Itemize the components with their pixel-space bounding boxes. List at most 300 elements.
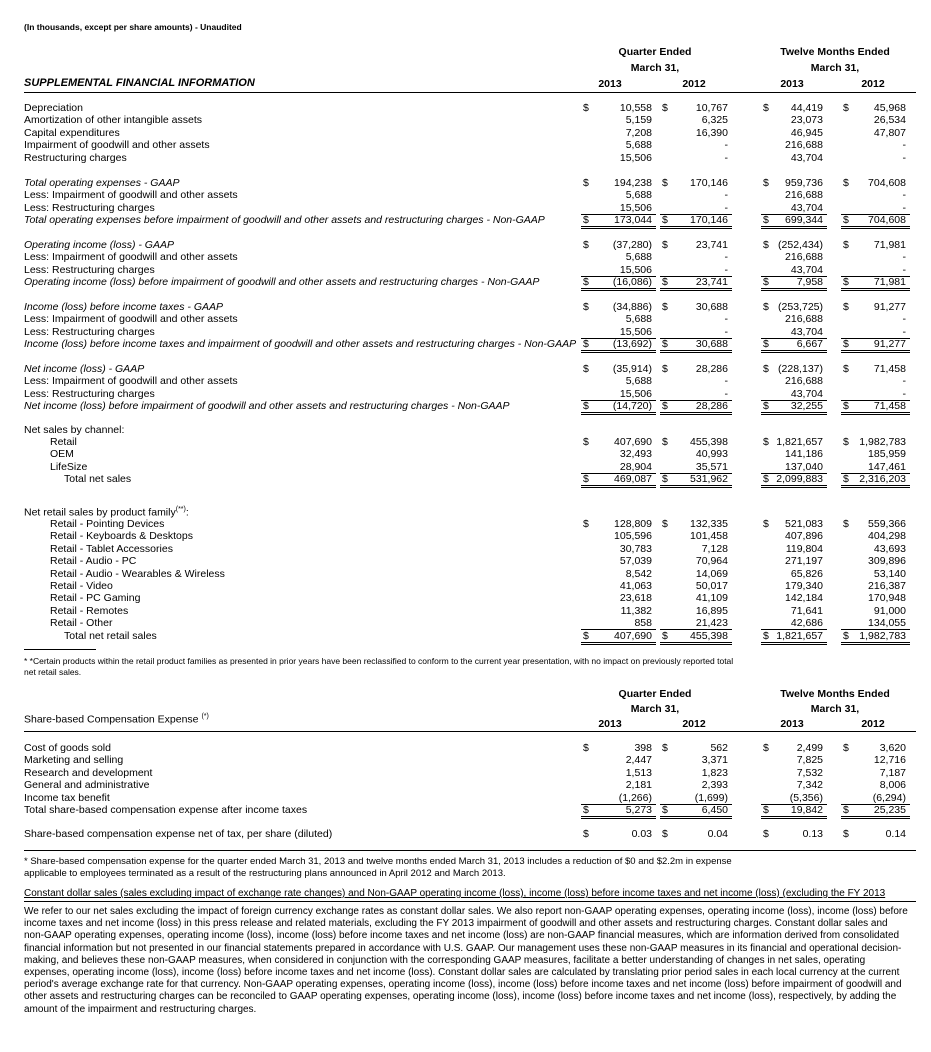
sbc-header-rule xyxy=(24,731,916,732)
value-cell: 91,277 xyxy=(873,301,906,313)
value-cell: 105,596 xyxy=(614,530,652,543)
value-cell: 25,235 xyxy=(873,804,906,816)
value-cell: - xyxy=(724,251,728,264)
total-double-rule xyxy=(761,642,827,645)
value-cell: 45,968 xyxy=(873,102,906,114)
value-cell: 53,140 xyxy=(873,567,906,580)
value-cell: 407,896 xyxy=(785,530,823,543)
value-cell: - xyxy=(724,387,728,400)
value-cell: 41,063 xyxy=(619,580,652,592)
dollar-sign: $ xyxy=(843,239,849,251)
row-label: Retail - PC Gaming xyxy=(50,592,141,605)
value-cell: 47,807 xyxy=(873,126,906,139)
value-cell: 142,184 xyxy=(785,592,823,605)
dollar-sign: $ xyxy=(583,518,589,530)
value-cell: - xyxy=(724,201,728,214)
channel-heading: Net sales by channel: xyxy=(24,424,125,436)
dollar-sign: $ xyxy=(662,473,668,486)
col-year-2012-q: 2012 xyxy=(682,78,706,90)
dollar-sign: $ xyxy=(583,239,589,251)
value-cell: 43,704 xyxy=(790,201,823,214)
value-cell: 699,344 xyxy=(785,214,823,227)
value-cell: 71,641 xyxy=(790,604,823,617)
row-label: Retail xyxy=(50,436,77,448)
quarter-march-header: March 31, xyxy=(630,62,680,74)
row-label: Cost of goods sold xyxy=(24,742,111,754)
family-heading-text: Net retail sales by product family xyxy=(24,506,176,519)
value-cell: 32,255 xyxy=(790,400,823,413)
value-cell: 216,688 xyxy=(785,375,823,388)
dollar-sign: $ xyxy=(843,473,849,486)
dollar-sign: $ xyxy=(662,804,668,816)
dollar-sign: $ xyxy=(662,301,668,313)
value-cell: 2,447 xyxy=(625,754,652,767)
value-cell: 3,371 xyxy=(701,754,728,767)
value-cell: 179,340 xyxy=(785,580,823,592)
row-label: Retail - Video xyxy=(50,580,113,592)
sbc-title xyxy=(24,713,209,726)
value-cell: 132,335 xyxy=(690,518,728,530)
value-cell: - xyxy=(902,251,906,264)
value-cell: 5,688 xyxy=(625,375,652,388)
dollar-sign: $ xyxy=(583,338,589,351)
value-cell: 959,736 xyxy=(785,177,823,189)
value-cell: 1,821,657 xyxy=(776,436,823,448)
total-double-rule xyxy=(841,288,910,291)
row-label: Less: Impairment of goodwill and other assets xyxy=(24,189,238,202)
row-label: Less: Impairment of goodwill and other assets xyxy=(24,313,238,326)
value-cell: 7,825 xyxy=(796,754,823,767)
value-cell: 147,461 xyxy=(868,460,906,473)
row-label: Retail - Audio - Wearables & Wireless xyxy=(50,567,225,580)
value-cell: - xyxy=(902,263,906,276)
value-cell: 40,993 xyxy=(695,448,728,461)
value-cell: 71,458 xyxy=(873,363,906,375)
dollar-sign: $ xyxy=(583,473,589,486)
value-cell: 15,506 xyxy=(619,263,652,276)
value-cell: 2,393 xyxy=(701,779,728,792)
dollar-sign: $ xyxy=(662,400,668,413)
value-cell: 30,688 xyxy=(695,301,728,313)
value-cell: 5,688 xyxy=(625,313,652,326)
total-double-rule xyxy=(761,288,827,291)
value-cell: (35,914) xyxy=(612,363,652,375)
value-cell: 194,238 xyxy=(614,177,652,189)
value-cell: 134,055 xyxy=(868,617,906,630)
row-label: Total share-based compensation expense after income taxes xyxy=(24,804,308,816)
sbc-year-2013-t: 2013 xyxy=(780,718,804,730)
dollar-sign: $ xyxy=(583,102,589,114)
sbc-year-2012-q: 2012 xyxy=(682,718,706,730)
value-cell: 65,826 xyxy=(790,567,823,580)
value-cell: - xyxy=(902,189,906,202)
value-cell: 170,146 xyxy=(690,177,728,189)
row-label: Less: Restructuring charges xyxy=(24,387,155,400)
dollar-sign: $ xyxy=(843,518,849,530)
sbc-year-2013-q: 2013 xyxy=(598,718,622,730)
value-cell: (34,886) xyxy=(612,301,652,313)
value-cell: 7,187 xyxy=(879,766,906,779)
row-label: Retail - Other xyxy=(50,617,113,630)
value-cell: 562 xyxy=(710,742,728,754)
value-cell: 16,895 xyxy=(695,604,728,617)
value-cell: 119,804 xyxy=(785,542,823,555)
value-cell: 7,958 xyxy=(796,276,823,289)
value-cell: 7,532 xyxy=(796,766,823,779)
value-cell: (13,692) xyxy=(612,338,652,351)
row-label: Impairment of goodwill and other assets xyxy=(24,139,210,152)
row-label: Less: Impairment of goodwill and other assets xyxy=(24,251,238,264)
total-double-rule xyxy=(660,642,732,645)
quarter-ended-header: Quarter Ended xyxy=(618,46,692,58)
dollar-sign: $ xyxy=(843,742,849,754)
dollar-sign: $ xyxy=(843,828,849,840)
col-year-2013-q: 2013 xyxy=(598,78,622,90)
value-cell: 15,506 xyxy=(619,201,652,214)
total-double-rule xyxy=(660,350,732,353)
value-cell: 469,087 xyxy=(614,473,652,486)
row-label: Net income (loss) - GAAP xyxy=(24,363,145,375)
supplemental-title: SUPPLEMENTAL FINANCIAL INFORMATION xyxy=(24,77,255,89)
value-cell: 455,398 xyxy=(690,436,728,448)
value-cell: 23,741 xyxy=(695,276,728,289)
value-cell: 32,493 xyxy=(619,448,652,461)
dollar-sign: $ xyxy=(583,804,589,816)
total-double-rule xyxy=(581,412,656,415)
dollar-sign: $ xyxy=(763,436,769,448)
value-cell: 57,039 xyxy=(619,555,652,568)
value-cell: 404,298 xyxy=(868,530,906,543)
value-cell: 43,704 xyxy=(790,263,823,276)
value-cell: 2,181 xyxy=(625,779,652,792)
dollar-sign: $ xyxy=(583,363,589,375)
sbc-footnote: * Share-based compensation expense for the quarter ended March 31, 2013 and twelve months ended March 31, 2013 includes a reduction of $0 and $2.2m in expense applicable to employees terminated as a result of the restructuring plans announced in April 2012 and March 2013. xyxy=(24,856,732,879)
sbc-title-sup: (*) xyxy=(201,713,209,720)
dollar-sign: $ xyxy=(763,518,769,530)
value-cell: 28,904 xyxy=(619,460,652,473)
row-label: Retail - Pointing Devices xyxy=(50,518,165,530)
value-cell: 8,542 xyxy=(625,567,652,580)
header-rule xyxy=(24,92,916,93)
value-cell: 309,896 xyxy=(868,555,906,568)
total-double-rule xyxy=(660,485,732,488)
value-cell: 1,513 xyxy=(625,766,652,779)
value-cell: - xyxy=(902,151,906,164)
value-cell: - xyxy=(724,151,728,164)
value-cell: 44,419 xyxy=(790,102,823,114)
total-double-rule xyxy=(581,288,656,291)
dollar-sign: $ xyxy=(763,828,769,840)
total-double-rule xyxy=(581,816,656,819)
value-cell: 14,069 xyxy=(695,567,728,580)
value-cell: 23,073 xyxy=(790,114,823,127)
total-double-rule xyxy=(841,412,910,415)
row-label: Income (loss) before income taxes - GAAP xyxy=(24,301,223,313)
value-cell: 704,608 xyxy=(868,177,906,189)
row-label: Total net retail sales xyxy=(64,629,157,642)
dollar-sign: $ xyxy=(763,276,769,289)
value-cell: (252,434) xyxy=(778,239,823,251)
total-double-rule xyxy=(761,350,827,353)
value-cell: (253,725) xyxy=(778,301,823,313)
value-cell: 216,688 xyxy=(785,251,823,264)
dollar-sign: $ xyxy=(662,742,668,754)
value-cell: 23,618 xyxy=(619,592,652,605)
dollar-sign: $ xyxy=(662,338,668,351)
row-label: LifeSize xyxy=(50,460,88,473)
value-cell: 42,686 xyxy=(790,617,823,630)
row-label: Retail - Remotes xyxy=(50,604,129,617)
dollar-sign: $ xyxy=(763,102,769,114)
dollar-sign: $ xyxy=(583,742,589,754)
value-cell: 11,382 xyxy=(620,604,652,617)
value-cell: 216,688 xyxy=(785,189,823,202)
value-cell: (37,280) xyxy=(612,239,652,251)
value-cell: 216,688 xyxy=(785,313,823,326)
row-label: Net income (loss) before impairment of goodwill and other assets and restructuring charges - Non-GAAP xyxy=(24,400,510,413)
row-label: Capital expenditures xyxy=(24,126,120,139)
dollar-sign: $ xyxy=(583,400,589,413)
value-cell: 858 xyxy=(634,617,652,630)
value-cell: 521,083 xyxy=(785,518,823,530)
value-cell: 28,286 xyxy=(695,363,728,375)
value-cell: - xyxy=(902,375,906,388)
value-cell: 3,620 xyxy=(879,742,906,754)
dollar-sign: $ xyxy=(763,400,769,413)
col-year-2012-t: 2012 xyxy=(861,78,885,90)
sbc-year-2012-t: 2012 xyxy=(861,718,885,730)
dollar-sign: $ xyxy=(763,742,769,754)
total-double-rule xyxy=(581,350,656,353)
dollar-sign: $ xyxy=(843,338,849,351)
value-cell: 7,208 xyxy=(625,126,652,139)
value-cell: - xyxy=(724,189,728,202)
dollar-sign: $ xyxy=(662,177,668,189)
total-double-rule xyxy=(761,816,827,819)
total-double-rule xyxy=(581,226,656,229)
value-cell: 7,342 xyxy=(796,779,823,792)
dollar-sign: $ xyxy=(662,102,668,114)
row-label: Operating income (loss) before impairment of goodwill and other assets and restructuring charges - Non-GAAP xyxy=(24,276,540,289)
value-cell: (6,294) xyxy=(872,791,906,804)
row-label: Less: Restructuring charges xyxy=(24,201,155,214)
row-label: Restructuring charges xyxy=(24,151,127,164)
value-cell: 91,277 xyxy=(873,338,906,351)
dollar-sign: $ xyxy=(583,828,589,840)
dollar-sign: $ xyxy=(843,301,849,313)
row-label: Total net sales xyxy=(64,473,132,486)
value-cell: - xyxy=(902,313,906,326)
value-cell: (5,356) xyxy=(789,791,823,804)
value-cell: 43,704 xyxy=(790,387,823,400)
value-cell: 26,534 xyxy=(873,114,906,127)
value-cell: 455,398 xyxy=(690,629,728,642)
value-cell: 1,821,657 xyxy=(776,629,823,642)
sbc-quarter-header: Quarter Ended xyxy=(618,688,692,700)
value-cell: (1,266) xyxy=(618,791,652,804)
dollar-sign: $ xyxy=(583,301,589,313)
value-cell: (14,720) xyxy=(612,400,652,413)
value-cell: 128,809 xyxy=(614,518,652,530)
value-cell: 0.14 xyxy=(885,828,906,840)
value-cell: 71,981 xyxy=(873,239,906,251)
dollar-sign: $ xyxy=(662,363,668,375)
value-cell: 30,783 xyxy=(619,542,652,555)
value-cell: 271,197 xyxy=(785,555,823,568)
total-double-rule xyxy=(841,485,910,488)
value-cell: - xyxy=(724,375,728,388)
value-cell: 6,450 xyxy=(701,804,728,816)
value-cell: - xyxy=(724,313,728,326)
dollar-sign: $ xyxy=(583,436,589,448)
value-cell: (1,699) xyxy=(694,791,728,804)
dollar-sign: $ xyxy=(662,239,668,251)
value-cell: 71,981 xyxy=(873,276,906,289)
dollar-sign: $ xyxy=(763,363,769,375)
total-double-rule xyxy=(761,412,827,415)
sbc-note-rule xyxy=(24,850,916,851)
value-cell: 43,693 xyxy=(873,542,906,555)
dollar-sign: $ xyxy=(843,276,849,289)
dollar-sign: $ xyxy=(662,828,668,840)
value-cell: 141,186 xyxy=(785,448,823,461)
value-cell: 41,109 xyxy=(695,592,728,605)
value-cell: 0.13 xyxy=(802,828,823,840)
dollar-sign: $ xyxy=(843,629,849,642)
row-label: Income (loss) before income taxes and impairment of goodwill and other assets and restructuring charges - Non-GAAP xyxy=(24,338,577,351)
dollar-sign: $ xyxy=(843,400,849,413)
dollar-sign: $ xyxy=(763,301,769,313)
value-cell: 216,688 xyxy=(785,139,823,152)
row-label: Less: Impairment of goodwill and other assets xyxy=(24,375,238,388)
family-heading xyxy=(24,506,189,519)
value-cell: 43,704 xyxy=(790,325,823,338)
value-cell: 43,704 xyxy=(790,151,823,164)
dollar-sign: $ xyxy=(763,804,769,816)
value-cell: - xyxy=(724,139,728,152)
sbc-title-text: Share-based Compensation Expense xyxy=(24,713,199,726)
value-cell: 91,000 xyxy=(873,604,906,617)
value-cell: 15,506 xyxy=(619,387,652,400)
value-cell: 216,387 xyxy=(868,580,906,592)
total-double-rule xyxy=(841,816,910,819)
col-year-2013-t: 2013 xyxy=(780,78,804,90)
row-label: Retail - Tablet Accessories xyxy=(50,542,173,555)
total-double-rule xyxy=(841,226,910,229)
family-heading-sup: (**) xyxy=(175,506,186,513)
value-cell: 2,099,883 xyxy=(776,473,823,486)
total-double-rule xyxy=(581,642,656,645)
dollar-sign: $ xyxy=(662,518,668,530)
row-label: Retail - Audio - PC xyxy=(50,555,137,568)
value-cell: 185,959 xyxy=(868,448,906,461)
value-cell: 704,608 xyxy=(868,214,906,227)
value-cell: - xyxy=(902,387,906,400)
value-cell: 2,499 xyxy=(796,742,823,754)
value-cell: 6,325 xyxy=(701,114,728,127)
row-label: Total operating expenses before impairment of goodwill and other assets and restructuring charges - Non-GAAP xyxy=(24,214,545,227)
value-cell: 101,458 xyxy=(690,530,728,543)
value-cell: 8,006 xyxy=(879,779,906,792)
twelve-march-header: March 31, xyxy=(810,62,860,74)
total-double-rule xyxy=(761,226,827,229)
row-label: Total operating expenses - GAAP xyxy=(24,177,180,189)
value-cell: 21,423 xyxy=(695,617,728,630)
sbc-twelve-march: March 31, xyxy=(810,703,860,715)
dollar-sign: $ xyxy=(843,436,849,448)
total-double-rule xyxy=(660,412,732,415)
value-cell: 1,823 xyxy=(701,766,728,779)
value-cell: - xyxy=(902,325,906,338)
value-cell: 10,558 xyxy=(619,102,652,114)
row-label: Income tax benefit xyxy=(24,791,110,804)
dollar-sign: $ xyxy=(843,102,849,114)
value-cell: - xyxy=(902,139,906,152)
value-cell: - xyxy=(724,263,728,276)
twelve-months-header: Twelve Months Ended xyxy=(780,46,890,58)
value-cell: (228,137) xyxy=(778,363,823,375)
value-cell: 531,962 xyxy=(690,473,728,486)
dollar-sign: $ xyxy=(763,338,769,351)
value-cell: (16,086) xyxy=(612,276,652,289)
value-cell: 398 xyxy=(634,742,652,754)
dollar-sign: $ xyxy=(662,629,668,642)
row-label: Less: Restructuring charges xyxy=(24,325,155,338)
value-cell: - xyxy=(724,325,728,338)
row-label: Operating income (loss) - GAAP xyxy=(24,239,174,251)
value-cell: 0.04 xyxy=(707,828,728,840)
dollar-sign: $ xyxy=(843,363,849,375)
value-cell: 173,044 xyxy=(614,214,652,227)
value-cell: 5,159 xyxy=(625,114,652,127)
constant-dollar-heading: Constant dollar sales (sales excluding impact of exchange rate changes) and Non-GAAP operating income (loss), income (loss) before income taxes and net income (loss) (excluding the FY 2013 xyxy=(24,888,886,899)
row-label: Research and development xyxy=(24,766,153,779)
value-cell: 35,571 xyxy=(695,460,728,473)
dollar-sign: $ xyxy=(843,177,849,189)
value-cell: 559,366 xyxy=(868,518,906,530)
family-footnote: * *Certain products within the retail product families as presented in prior years have been reclassified to conform to the current year presentation, with no impact on previously reported total net retail sales. xyxy=(24,656,734,677)
dollar-sign: $ xyxy=(583,629,589,642)
value-cell: 170,146 xyxy=(690,214,728,227)
row-label: Amortization of other intangible assets xyxy=(24,114,203,127)
value-cell: 0.03 xyxy=(631,828,652,840)
sbc-quarter-march: March 31, xyxy=(630,703,680,715)
value-cell: 71,458 xyxy=(873,400,906,413)
total-double-rule xyxy=(841,350,910,353)
total-double-rule xyxy=(660,816,732,819)
total-double-rule xyxy=(841,642,910,645)
value-cell: 137,040 xyxy=(785,460,823,473)
dollar-sign: $ xyxy=(583,276,589,289)
value-cell: 6,667 xyxy=(796,338,823,351)
value-cell: 1,982,783 xyxy=(859,436,906,448)
dollar-sign: $ xyxy=(662,436,668,448)
dollar-sign: $ xyxy=(763,214,769,227)
constant-dollar-paragraph: We refer to our net sales excluding the impact of foreign currency exchange rates as constant dollar sales. We also report non-GAAP operating expenses, operating income (loss), income (loss) before income taxes and net income (loss) in this press release and related materials, excluding the FY 2013 impairment of goodwill and other assets and restructuring charges. Constant dollar sales and non-GAAP operating expenses, operating income (loss), income (loss) before income taxes and net income (loss) are non-GAAP financial measures, which are information derived from consolidated financial information but not presented in our financial statements prepared in accordance with U.S. GAAP. Our management uses these non-GAAP measures in its financial and operational decision-making, and believes these non-GAAP measures, when considered in conjunction with the corresponding GAAP measures, facilitate a better understanding of changes in net sales, operating expenses, operating income (loss), income (loss) before income taxes and net income (loss). Constant dollar sales are calculated by translating prior period sales in each local currency at the current period's average exchange rate for that currency. Non-GAAP operating expenses, operating income (loss), income (loss) before income taxes and net income (loss) before impairment of goodwill and other assets and restructuring charges can be reconciled to GAAP operating expenses, operating income (loss), income (loss) before income taxes and net income (loss), respectively, by adding the amount of the impairment and restructuring charges. xyxy=(24,906,908,1015)
row-label: Less: Restructuring charges xyxy=(24,263,155,276)
value-cell: 2,316,203 xyxy=(859,473,906,486)
dollar-sign: $ xyxy=(843,214,849,227)
dollar-sign: $ xyxy=(763,177,769,189)
value-cell: 5,273 xyxy=(625,804,652,816)
row-label: Depreciation xyxy=(24,102,83,114)
value-cell: 10,767 xyxy=(695,102,728,114)
total-double-rule xyxy=(581,485,656,488)
value-cell: 15,506 xyxy=(619,325,652,338)
cd-rule xyxy=(24,901,916,902)
dollar-sign: $ xyxy=(662,214,668,227)
dollar-sign: $ xyxy=(662,276,668,289)
